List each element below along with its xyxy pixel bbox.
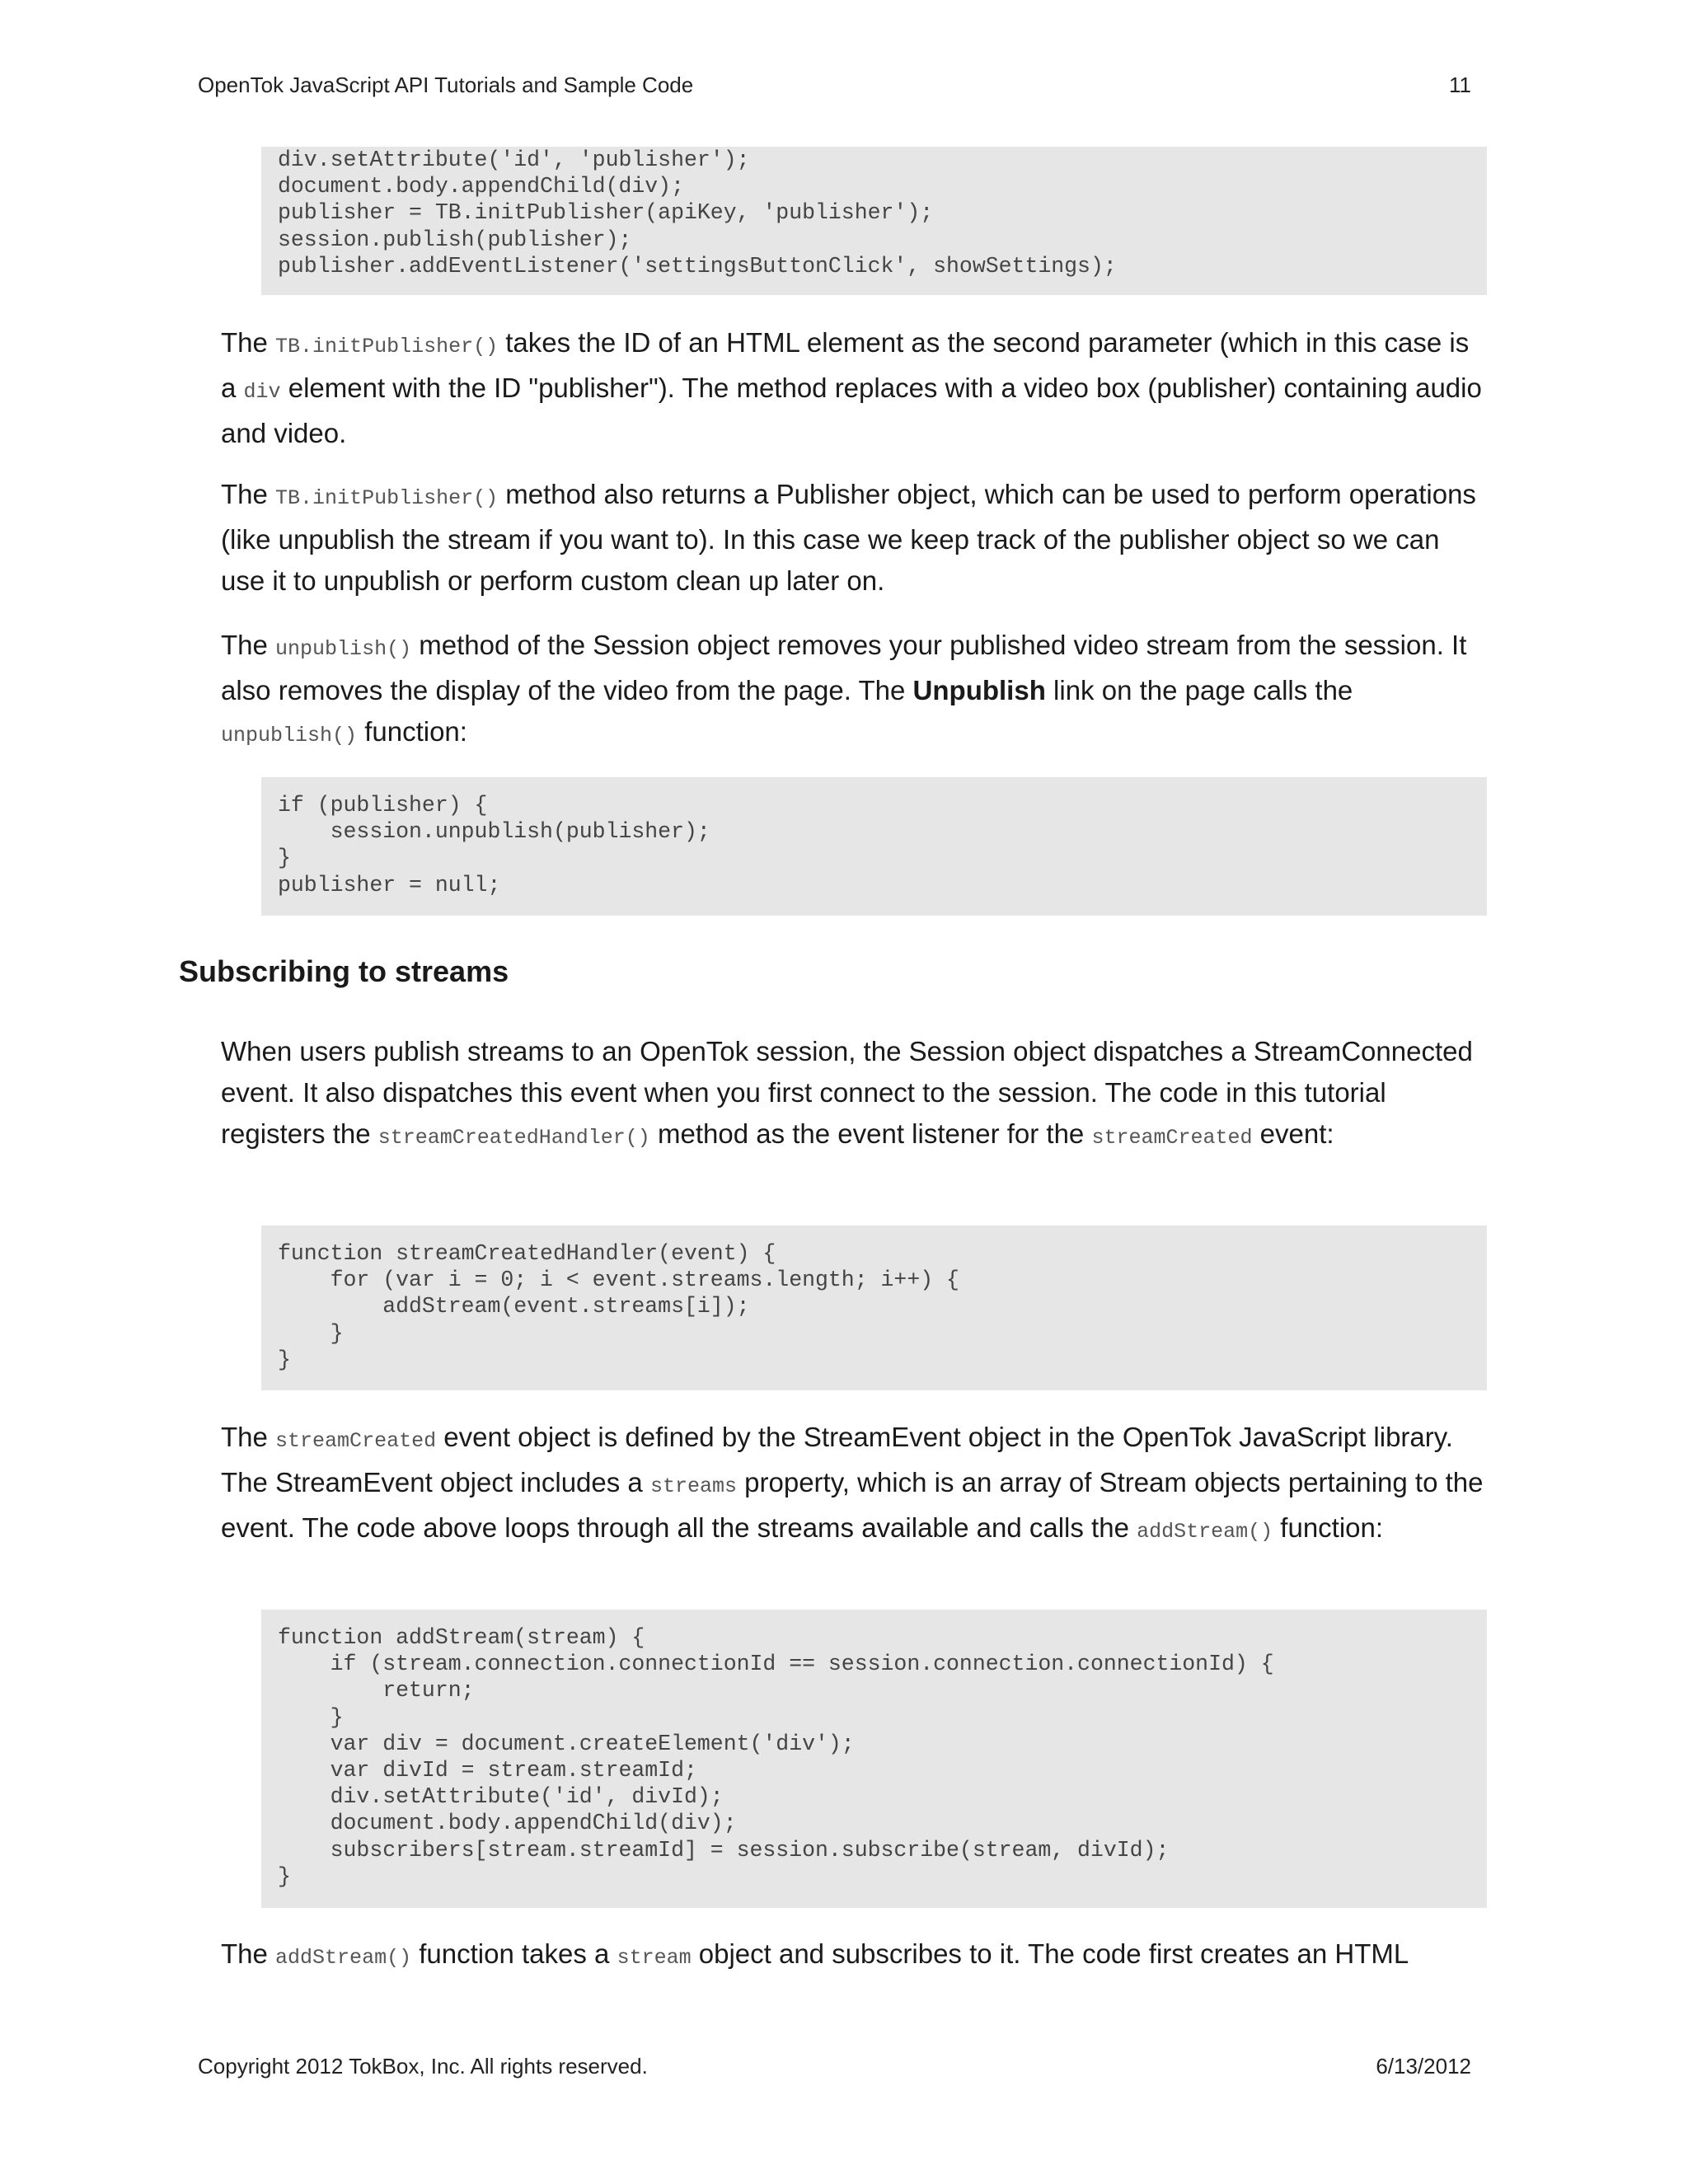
code-line: } — [278, 846, 291, 871]
code-line: document.body.appendChild(div); — [278, 174, 684, 199]
paragraph-publisher-object: The TB.initPublisher() method also returns a Publisher object, which can be used to perform operations (like unpublish the stream if you want to). In this case we keep track of the publisher object so we can use it to unpublish or perform custom clean up later on. — [221, 479, 1476, 596]
inline-code: unpublish() — [275, 637, 412, 661]
code-line: } — [278, 1347, 291, 1372]
code-line: function addStream(stream) { — [278, 1625, 645, 1650]
code-line: div.setAttribute('id', divId); — [278, 1784, 724, 1810]
code-line: } — [278, 1704, 344, 1730]
code-line: } — [278, 1320, 344, 1346]
code-text — [278, 1240, 1470, 1373]
inline-code: streamCreated — [275, 1429, 437, 1453]
inline-code: streamCreated — [1091, 1126, 1253, 1150]
inline-code: addStream() — [1137, 1520, 1273, 1544]
code-line: for (var i = 0; i < event.streams.length; i++) { — [278, 1268, 959, 1293]
code-line: session.unpublish(publisher); — [278, 819, 710, 845]
copyright-text: Copyright 2012 TokBox, Inc. All rights reserved. — [198, 2054, 648, 2079]
page-number: 11 — [1449, 73, 1471, 97]
code-line: var divId = stream.streamId; — [278, 1758, 697, 1783]
code-block-stream-created-handler — [261, 1226, 1487, 1390]
code-text — [278, 147, 1470, 279]
code-line: session.publish(publisher); — [278, 227, 632, 252]
inline-code: div — [243, 380, 281, 404]
inline-code: stream — [617, 1946, 692, 1970]
code-line: div.setAttribute('id', 'publisher'); — [278, 148, 750, 172]
code-line: publisher.addEventListener('settingsButtonClick', showSettings); — [278, 253, 1117, 279]
code-block-add-stream — [261, 1610, 1487, 1908]
code-line: var div = document.createElement('div'); — [278, 1731, 855, 1756]
document-title: OpenTok JavaScript API Tutorials and Sample Code — [198, 73, 694, 97]
bold-term: Unpublish — [912, 675, 1046, 705]
inline-code: TB.initPublisher() — [275, 486, 499, 510]
inline-code: streams — [649, 1474, 737, 1498]
inline-code: addStream() — [275, 1946, 412, 1970]
code-line: } — [278, 1863, 291, 1889]
section-heading: Subscribing to streams — [179, 954, 509, 988]
code-line: addStream(event.streams[i]); — [278, 1294, 750, 1319]
paragraph-add-stream: The addStream() function takes a stream object and subscribes to it. The code first creates an HTML — [221, 1938, 1409, 1970]
code-line: function streamCreatedHandler(event) { — [278, 1241, 776, 1266]
page-footer — [198, 2054, 1471, 2083]
footer-date: 6/13/2012 — [1376, 2054, 1471, 2079]
code-line: document.body.appendChild(div); — [278, 1811, 737, 1836]
paragraph-stream-connected: When users publish streams to an OpenTok session, the Session object dispatches a StreamConnected event. It also dispatches this event when you first connect to the session. The code in this tutorial registers the streamCreatedHandler() method as the event listener for the streamCreated event: — [221, 1036, 1473, 1150]
paragraph-initpublisher: The TB.initPublisher() takes the ID of an HTML element as the second parameter (which in this case is a div element with the ID "publisher"). The method replaces with a video box (publisher) containing audio and video. — [221, 327, 1482, 448]
inline-code: TB.initPublisher() — [275, 335, 499, 359]
code-line: if (publisher) { — [278, 793, 488, 818]
code-text — [278, 1624, 1470, 1890]
page-header — [198, 73, 1471, 102]
code-line: publisher = TB.initPublisher(apiKey, 'publisher'); — [278, 200, 934, 226]
code-block-publish — [261, 147, 1487, 295]
paragraph-stream-event: The streamCreated event object is defined by the StreamEvent object in the OpenTok JavaScript library. The StreamEvent object includes a streams property, which is an array of Stream objects pertaining to the event. The code above loops through all the streams available and calls the addStream() function: — [221, 1422, 1484, 1544]
code-block-unpublish — [261, 777, 1487, 916]
code-line: if (stream.connection.connectionId == session.connection.connectionId) { — [278, 1652, 1274, 1677]
paragraph-unpublish: The unpublish() method of the Session object removes your published video stream from the session. It also removes the display of the video from the page. The Unpublish link on the page calls the unpublish() function: — [221, 630, 1467, 748]
code-text — [278, 792, 1470, 898]
code-line: publisher = null; — [278, 872, 501, 898]
code-line: subscribers[stream.streamId] = session.subscribe(stream, divId); — [278, 1837, 1170, 1863]
inline-code: streamCreatedHandler() — [377, 1126, 650, 1150]
inline-code: unpublish() — [221, 724, 358, 748]
code-line: return; — [278, 1678, 475, 1704]
